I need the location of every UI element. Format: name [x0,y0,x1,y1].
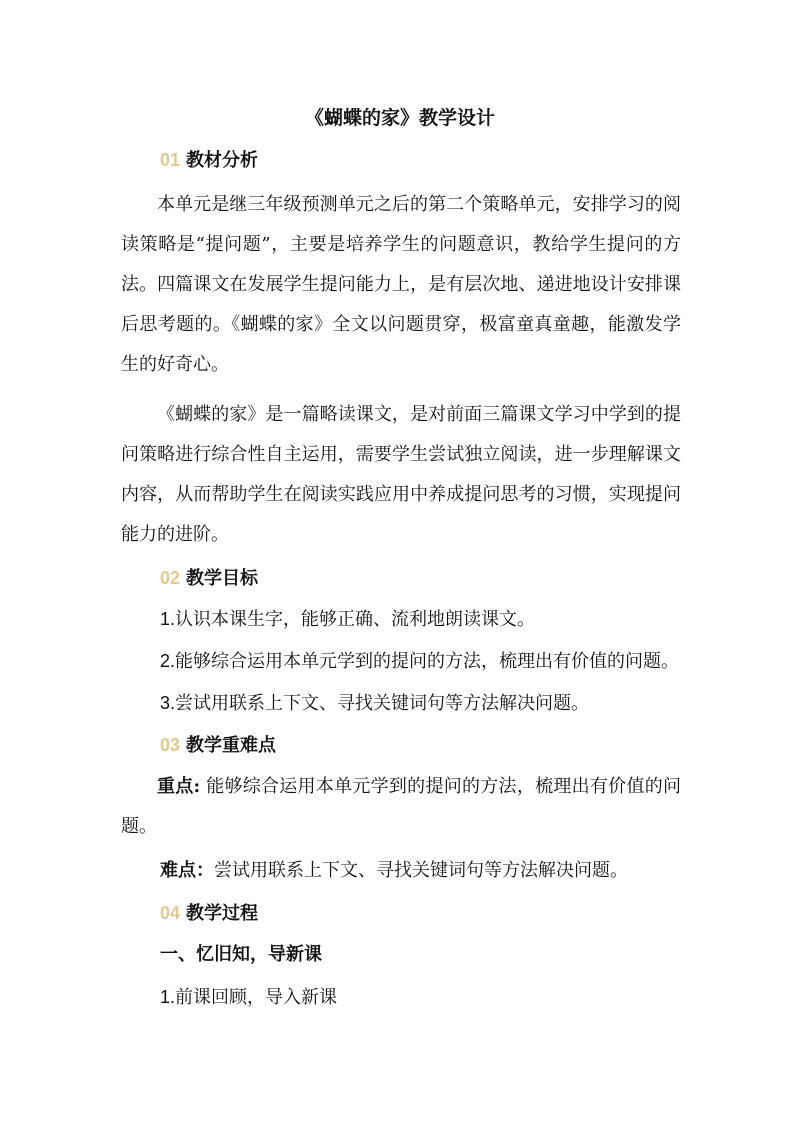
paragraph-textbook-analysis-2: 《蝴蝶的家》是一篇略读课文，是对前面三篇课文学习中学到的提问策略进行综合性自主运用，需要学生尝试独立阅读，进一步理解课文内容，从而帮助学生在阅读实践应用中养成提问思考的习惯，实现提问能力的进阶。 [121,404,681,545]
section-heading-03 [160,731,276,760]
section-heading-02 [160,564,258,593]
key-point-text: 能够综合运用本单元学到的提问的方法，梳理出有价值的问题。 [121,776,681,837]
step-number: 1. [160,987,176,1007]
paragraph-textbook-analysis-1: 本单元是继三年级预测单元之后的第二个策略单元，安排学习的阅读策略是“提问题”，主要是培养学生的问题意识，教给学生提问的方法。四篇课文在发展学生提问能力上，是有层次地、递进地设计安排课后思考题的。《蝴蝶的家》全文以问题贯穿，极富童真童趣，能激发学生的好奇心。 [121,194,681,375]
objective-item-2 [160,647,679,676]
process-step-1 [160,983,337,1012]
section-number: 04 [160,903,181,923]
key-point-paragraph [121,767,681,847]
section-number: 01 [160,150,181,170]
difficulty-line [160,857,628,885]
document-title: 《蝴蝶的家》教学设计 [304,107,495,129]
section-number: 02 [160,568,181,588]
objective-item-3 [160,689,589,718]
item-text: 认识本课生字，能够正确、流利地朗读课文。 [175,609,536,630]
item-number: 2. [160,651,176,671]
item-number: 3. [160,693,176,713]
section-title: 教学重难点 [186,735,277,756]
section-number: 03 [160,735,181,755]
item-text: 能够综合运用本单元学到的提问的方法，梳理出有价值的问题。 [175,651,680,672]
section-title: 教材分析 [186,150,259,171]
difficulty-text: 尝试用联系上下文、寻找关键词句等方法解决问题。 [214,860,628,881]
objective-item-1 [160,605,535,634]
section-heading-04 [160,899,258,928]
section-title: 教学过程 [186,903,259,924]
process-subheading: 一、忆旧知，导新课 [160,944,322,965]
step-text: 前课回顾，导入新课 [175,987,338,1008]
key-point-label: 重点: [157,776,201,797]
section-title: 教学目标 [186,568,259,589]
item-number: 1. [160,609,176,629]
difficulty-label: 难点： [160,860,214,881]
item-text: 尝试用联系上下文、寻找关键词句等方法解决问题。 [175,693,590,714]
section-heading-01 [160,146,258,175]
